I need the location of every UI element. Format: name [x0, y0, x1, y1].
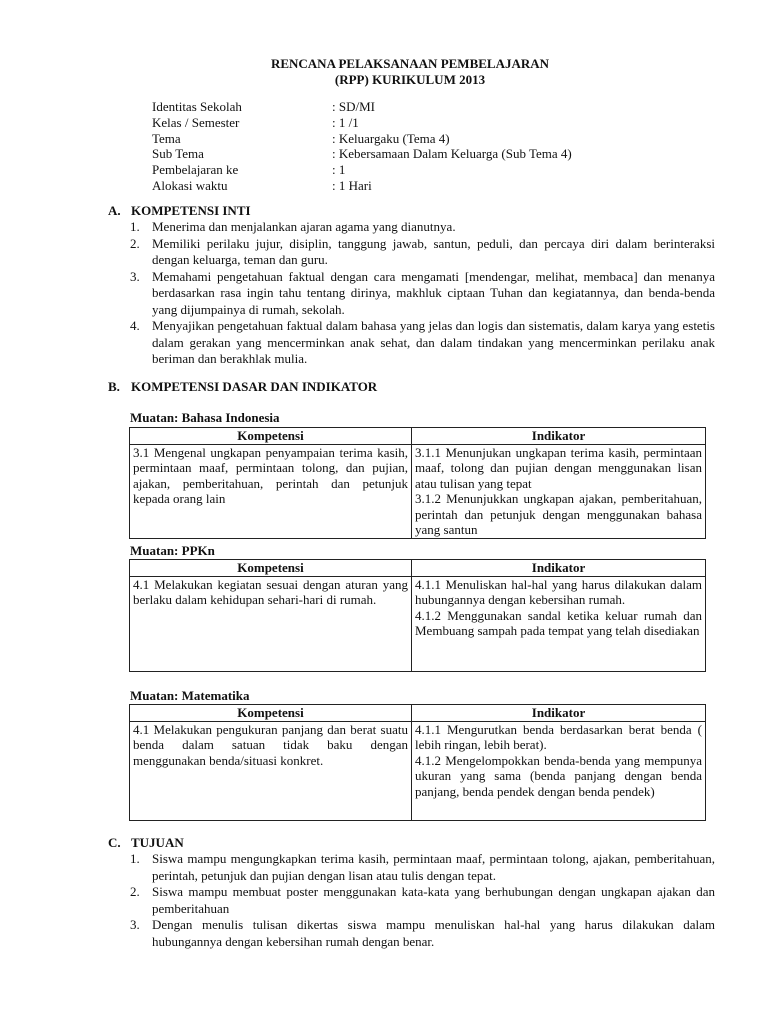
indikator-cell [412, 444, 706, 538]
table-header-row [130, 428, 706, 445]
table-header-row [130, 560, 706, 577]
identity-value: : SD/MI [332, 99, 375, 114]
indikator-item: 4.1.1 Mengurutkan benda berdasarkan berat benda ( lebih ringan, lebih berat). [415, 721, 702, 752]
document-title: RENCANA PELAKSANAAN PEMBELAJARAN [270, 56, 550, 71]
identity-label: Kelas / Semester [152, 114, 240, 130]
section-b-heading [108, 379, 377, 396]
kd-table-bahasa-indonesia [129, 427, 706, 539]
column-header-kompetensi: Kompetensi [130, 428, 412, 445]
section-c-heading [108, 835, 184, 852]
item-number: 2. [130, 235, 140, 251]
indikator-item: 4.1.1 Menuliskan hal-hal yang harus dilakukan dalam hubungannya dengan kebersihan rumah. [415, 576, 702, 607]
identity-value: : Keluargaku (Tema 4) [332, 130, 450, 146]
table-header-row [130, 705, 706, 722]
item-text: Dengan menulis tulisan dikertas siswa mampu menuliskan hal-hal yang harus dilakukan dalam hubungannya dengan kebersihan rumah dengan benar. [152, 917, 715, 949]
indikator-cell [412, 576, 706, 671]
kompetensi-cell: 3.1 Mengenal ungkapan penyampaian terima kasih, permintaan maaf, permintaan tolong, dan pujian, ajakan, pemberitahuan, perintah dan petunjuk kepada orang lain [130, 444, 412, 538]
column-header-indikator: Indikator [412, 560, 706, 577]
indikator-item: 4.1.2 Menggunakan sandal ketika keluar rumah dan Membuang sampah pada tempat yang telah disediakan [415, 607, 702, 638]
table-row [130, 444, 706, 538]
indikator-cell [412, 721, 706, 820]
section-title: KOMPETENSI DASAR DAN INDIKATOR [131, 379, 378, 394]
section-letter: B. [108, 379, 120, 394]
item-text: Siswa mampu mengungkapkan terima kasih, permintaan maaf, permintaan tolong, ajakan, pemberitahuan, perintah, petunjuk dan pujian dengan lisan atau tulis dengan tepat. [152, 851, 715, 883]
section-a-heading [108, 203, 251, 220]
kompetensi-cell: 4.1 Melakukan pengukuran panjang dan berat suatu benda dalam satuan tidak baku dengan menggunakan benda/situasi konkret. [130, 721, 412, 820]
item-number: 3. [130, 917, 140, 932]
identity-value: : Kebersamaan Dalam Keluarga (Sub Tema 4) [332, 146, 572, 162]
section-title: TUJUAN [131, 835, 184, 850]
identity-value: : 1 /1 [332, 114, 359, 130]
item-number: 1. [130, 219, 140, 234]
indikator-item: 3.1.2 Menunjukkan ungkapan ajakan, pemberitahuan, perintah dan petunjuk dengan menggunakan bahasa yang santun [415, 491, 702, 537]
identity-label: Alokasi waktu [152, 177, 228, 193]
item-number: 3. [130, 268, 140, 284]
indikator-item: 4.1.2 Mengelompokkan benda-benda yang mempunya ukuran yang sama (benda panjang dengan benda panjang, benda pendek dengan benda pendek) [415, 752, 702, 799]
column-header-indikator: Indikator [412, 705, 706, 722]
kd-table-matematika [129, 704, 706, 821]
list-item [130, 917, 715, 950]
tujuan-list [130, 851, 715, 950]
item-text: Memahami pengetahuan faktual dengan cara mengamati [mendengar, melihat, membaca] dan menanya berdasarkan rasa ingin tahu tentang dirinya, makhluk ciptaan Tuhan dan kegiatannya, dan benda-benda yang dijumpainya di rumah, sekolah. [152, 268, 715, 317]
identity-label: Identitas Sekolah [152, 99, 242, 114]
identity-label: Tema [152, 130, 181, 146]
column-header-kompetensi: Kompetensi [130, 705, 412, 722]
item-number: 1. [130, 851, 140, 866]
section-letter: A. [108, 203, 121, 218]
indikator-item: 3.1.1 Menunjukan ungkapan terima kasih, permintaan maaf, tolong dan pujian dengan menggunakan lisan atau tulisan yang tepat [415, 444, 702, 491]
item-number: 4. [130, 318, 140, 333]
item-text: Siswa mampu membuat poster menggunakan kata-kata yang berhubungan dengan ungkapan ajakan dan pemberitahuan [152, 884, 715, 916]
document-subtitle: (RPP) KURIKULUM 2013 [334, 72, 486, 87]
muatan-title: Muatan: PPKn [130, 543, 215, 558]
muatan-title: Muatan: Matematika [130, 688, 250, 703]
item-text: Memiliki perilaku jujur, disiplin, tanggung jawab, santun, peduli, dan percaya diri dalam berinteraksi dengan keluarga, teman dan guru. [152, 235, 715, 267]
column-header-kompetensi: Kompetensi [130, 560, 412, 577]
table-row [130, 721, 706, 820]
kd-table-ppkn [129, 559, 706, 672]
list-item [130, 884, 715, 917]
column-header-indikator: Indikator [412, 428, 706, 445]
identity-value: : 1 [332, 162, 346, 178]
muatan-title: Muatan: Bahasa Indonesia [130, 410, 280, 425]
kompetensi-cell: 4.1 Melakukan kegiatan sesuai dengan aturan yang berlaku dalam kehidupan sehari-hari di rumah. [130, 576, 412, 671]
identity-value: : 1 Hari [332, 177, 372, 193]
item-number: 2. [130, 884, 140, 899]
item-text: Menyajikan pengetahuan faktual dalam bahasa yang jelas dan logis dan sistematis, dalam karya yang estetis dalam gerakan yang mencerminkan anak sehat, dan dalam tindakan yang mencerminkan perilaku anak beriman dan berakhlak mulia. [152, 318, 715, 366]
list-item [130, 851, 715, 884]
identity-label: Sub Tema [152, 146, 204, 162]
list-item [130, 236, 715, 269]
section-letter: C. [108, 835, 121, 850]
list-item [130, 269, 715, 319]
identity-label: Pembelajaran ke [152, 162, 239, 178]
item-text: Menerima dan menjalankan ajaran agama yang dianutnya. [152, 219, 456, 234]
table-row [130, 576, 706, 671]
list-item [130, 219, 715, 236]
list-item [130, 318, 715, 368]
kompetensi-inti-list [130, 219, 715, 368]
section-title: KOMPETENSI INTI [131, 203, 251, 218]
